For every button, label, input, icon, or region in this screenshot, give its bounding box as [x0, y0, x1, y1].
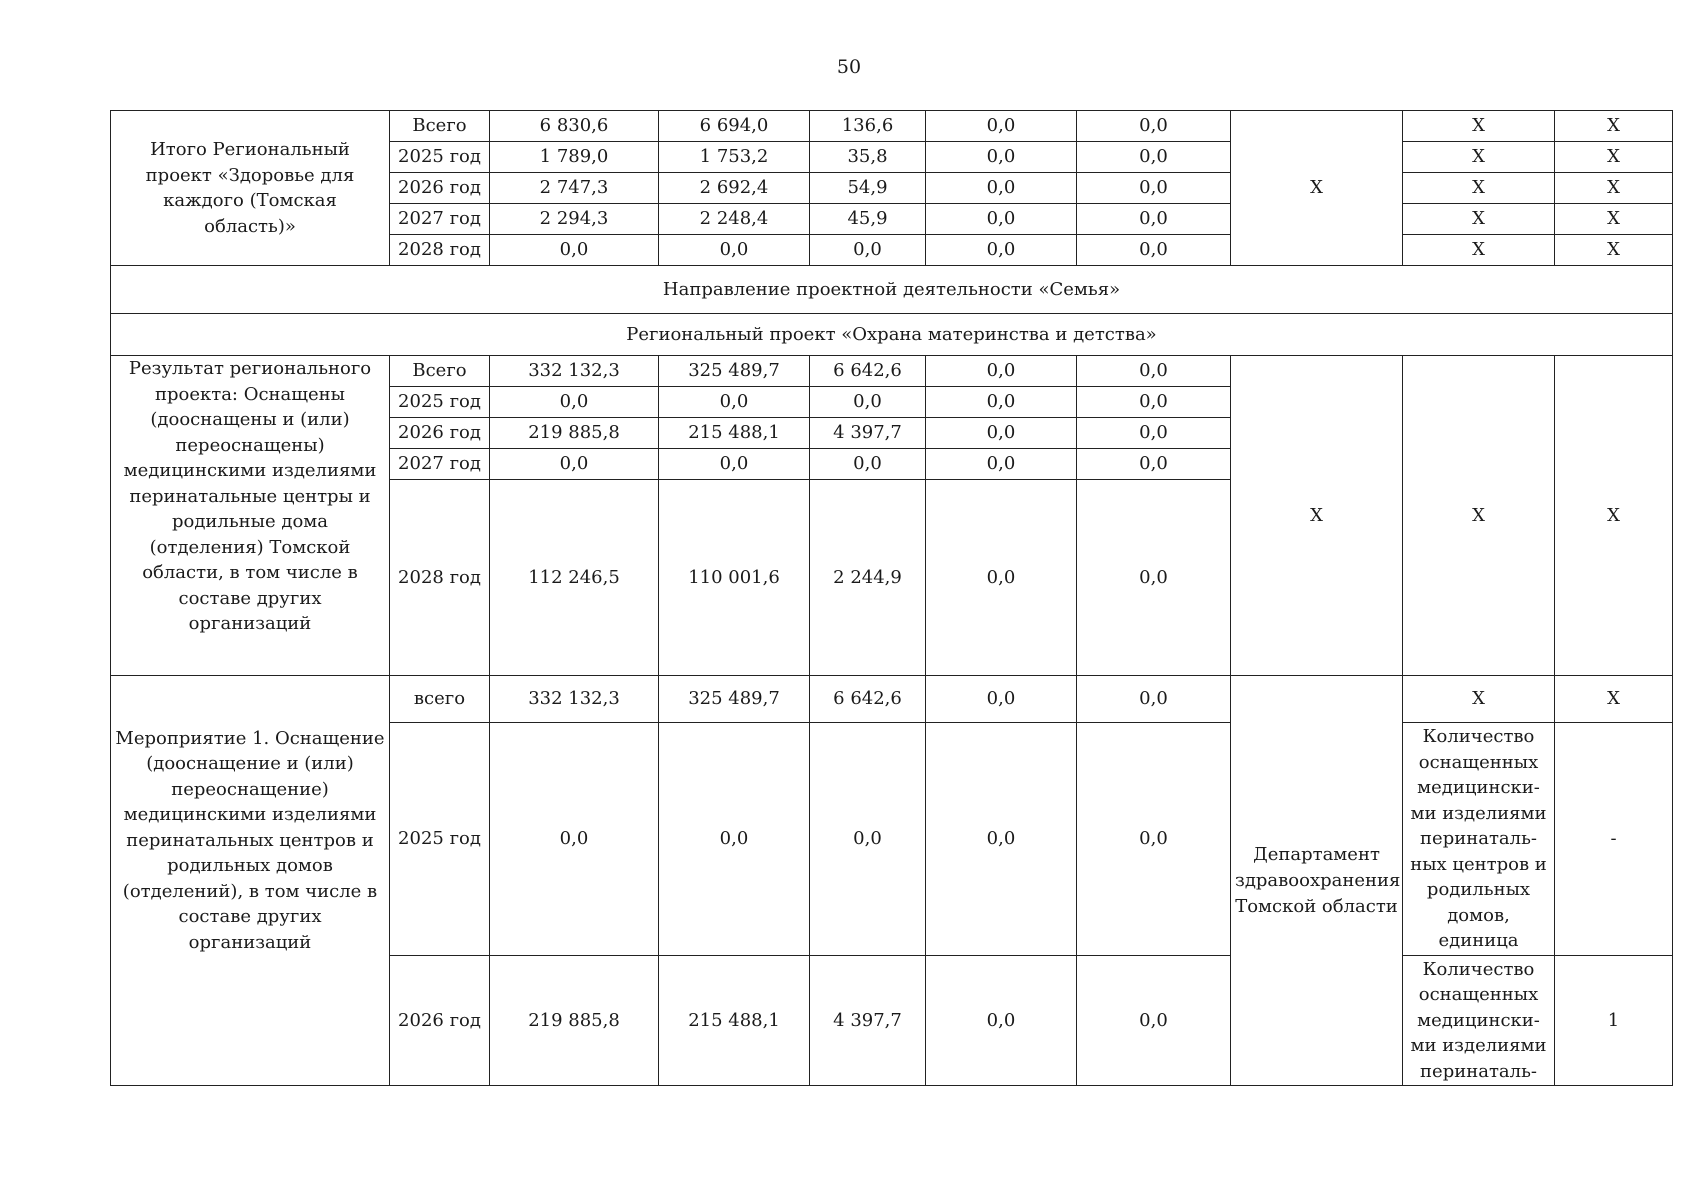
- value-cell: Х: [1555, 204, 1673, 235]
- amount-local: 0,0: [926, 418, 1077, 449]
- amount-local: 0,0: [926, 723, 1077, 956]
- value-cell: -: [1555, 723, 1673, 956]
- amount-total: 0,0: [490, 387, 659, 418]
- value-cell: Х: [1555, 235, 1673, 266]
- amount-regional: 6 642,6: [810, 676, 926, 723]
- indicator-cell: Количество оснащенных медицински-ми изделиями перинаталь-ных центров и родильных домов, единица: [1403, 723, 1555, 956]
- amount-total: 332 132,3: [490, 676, 659, 723]
- amount-regional: 35,8: [810, 142, 926, 173]
- section-direction-heading: Направление проектной деятельности «Семья»: [111, 266, 1673, 314]
- amount-federal: 325 489,7: [659, 356, 810, 387]
- amount-local: 0,0: [926, 676, 1077, 723]
- amount-regional: 0,0: [810, 449, 926, 480]
- year-cell: 2028 год: [390, 235, 490, 266]
- amount-extra: 0,0: [1077, 204, 1231, 235]
- year-cell: 2028 год: [390, 480, 490, 676]
- amount-extra: 0,0: [1077, 387, 1231, 418]
- amount-regional: 136,6: [810, 111, 926, 142]
- amount-local: 0,0: [926, 480, 1077, 676]
- amount-extra: 0,0: [1077, 111, 1231, 142]
- year-cell: 2025 год: [390, 723, 490, 956]
- amount-extra: 0,0: [1077, 676, 1231, 723]
- indicator-cell: Х: [1403, 235, 1555, 266]
- amount-federal: 1 753,2: [659, 142, 810, 173]
- amount-regional: 54,9: [810, 173, 926, 204]
- year-cell: 2027 год: [390, 449, 490, 480]
- amount-extra: 0,0: [1077, 142, 1231, 173]
- amount-federal: 2 248,4: [659, 204, 810, 235]
- value-cell: Х: [1555, 676, 1673, 723]
- amount-federal: 0,0: [659, 449, 810, 480]
- table-row: [111, 356, 1673, 387]
- amount-total: 219 885,8: [490, 418, 659, 449]
- amount-total: 332 132,3: [490, 356, 659, 387]
- year-cell: 2026 год: [390, 173, 490, 204]
- row-label-total-project: Итого Региональный проект «Здоровье для каждого (Томская область)»: [111, 111, 390, 266]
- amount-federal: 215 488,1: [659, 956, 810, 1086]
- table-row: [111, 266, 1673, 314]
- amount-total: 1 789,0: [490, 142, 659, 173]
- amount-total: 2 294,3: [490, 204, 659, 235]
- amount-total: 6 830,6: [490, 111, 659, 142]
- amount-total: 2 747,3: [490, 173, 659, 204]
- executor-cell: Департамент здравоохранения Томской области: [1231, 676, 1403, 1086]
- amount-federal: 2 692,4: [659, 173, 810, 204]
- amount-extra: 0,0: [1077, 356, 1231, 387]
- table-row: [111, 111, 1673, 142]
- amount-regional: 0,0: [810, 723, 926, 956]
- value-cell: Х: [1555, 173, 1673, 204]
- indicator-cell: Х: [1403, 173, 1555, 204]
- indicator-cell: Х: [1403, 356, 1555, 676]
- amount-total: 0,0: [490, 235, 659, 266]
- amount-regional: 6 642,6: [810, 356, 926, 387]
- amount-extra: 0,0: [1077, 480, 1231, 676]
- indicator-cell: Х: [1403, 142, 1555, 173]
- amount-federal: 6 694,0: [659, 111, 810, 142]
- amount-extra: 0,0: [1077, 723, 1231, 956]
- amount-local: 0,0: [926, 235, 1077, 266]
- amount-local: 0,0: [926, 956, 1077, 1086]
- year-cell: 2025 год: [390, 387, 490, 418]
- amount-local: 0,0: [926, 387, 1077, 418]
- amount-federal: 0,0: [659, 387, 810, 418]
- amount-regional: 0,0: [810, 235, 926, 266]
- amount-local: 0,0: [926, 173, 1077, 204]
- amount-federal: 215 488,1: [659, 418, 810, 449]
- amount-total: 112 246,5: [490, 480, 659, 676]
- year-cell: Всего: [390, 356, 490, 387]
- year-cell: 2025 год: [390, 142, 490, 173]
- amount-total: 0,0: [490, 723, 659, 956]
- amount-local: 0,0: [926, 356, 1077, 387]
- value-cell: 1: [1555, 956, 1673, 1086]
- indicator-cell: Х: [1403, 204, 1555, 235]
- value-cell: Х: [1555, 142, 1673, 173]
- amount-regional: 4 397,7: [810, 956, 926, 1086]
- indicator-cell: Х: [1403, 111, 1555, 142]
- amount-federal: 110 001,6: [659, 480, 810, 676]
- amount-total: 219 885,8: [490, 956, 659, 1086]
- amount-extra: 0,0: [1077, 956, 1231, 1086]
- year-cell: всего: [390, 676, 490, 723]
- amount-extra: 0,0: [1077, 235, 1231, 266]
- amount-local: 0,0: [926, 449, 1077, 480]
- amount-federal: 325 489,7: [659, 676, 810, 723]
- row-label-measure-1: Мероприятие 1. Оснащение (дооснащение и (или) переоснащение) медицинскими изделиями перинатальных центров и родильных домов (отделений), в том числе в составе других организаций: [111, 676, 390, 1086]
- amount-extra: 0,0: [1077, 449, 1231, 480]
- section-project-heading: Региональный проект «Охрана материнства и детства»: [111, 314, 1673, 356]
- amount-local: 0,0: [926, 111, 1077, 142]
- year-cell: 2027 год: [390, 204, 490, 235]
- table-row: [111, 314, 1673, 356]
- year-cell: 2026 год: [390, 956, 490, 1086]
- amount-regional: 2 244,9: [810, 480, 926, 676]
- amount-federal: 0,0: [659, 235, 810, 266]
- row-label-project-result: Результат регионального проекта: Оснащены (дооснащены и (или) переоснащены) медицинскими изделиями перинатальные центры и родильные дома (отделения) Томской области, в том числе в составе других организаций: [111, 356, 390, 676]
- amount-regional: 0,0: [810, 387, 926, 418]
- year-cell: Всего: [390, 111, 490, 142]
- value-cell: Х: [1555, 111, 1673, 142]
- executor-cell: Х: [1231, 111, 1403, 266]
- budget-table: [110, 110, 1673, 1086]
- table-row: [111, 676, 1673, 723]
- amount-regional: 45,9: [810, 204, 926, 235]
- indicator-cell: Количество оснащенных медицински-ми изделиями перинаталь-: [1403, 956, 1555, 1086]
- amount-federal: 0,0: [659, 723, 810, 956]
- page-number: 50: [836, 56, 862, 78]
- amount-extra: 0,0: [1077, 173, 1231, 204]
- amount-local: 0,0: [926, 142, 1077, 173]
- executor-cell: Х: [1231, 356, 1403, 676]
- amount-regional: 4 397,7: [810, 418, 926, 449]
- amount-total: 0,0: [490, 449, 659, 480]
- value-cell: Х: [1555, 356, 1673, 676]
- year-cell: 2026 год: [390, 418, 490, 449]
- amount-extra: 0,0: [1077, 418, 1231, 449]
- indicator-cell: Х: [1403, 676, 1555, 723]
- amount-local: 0,0: [926, 204, 1077, 235]
